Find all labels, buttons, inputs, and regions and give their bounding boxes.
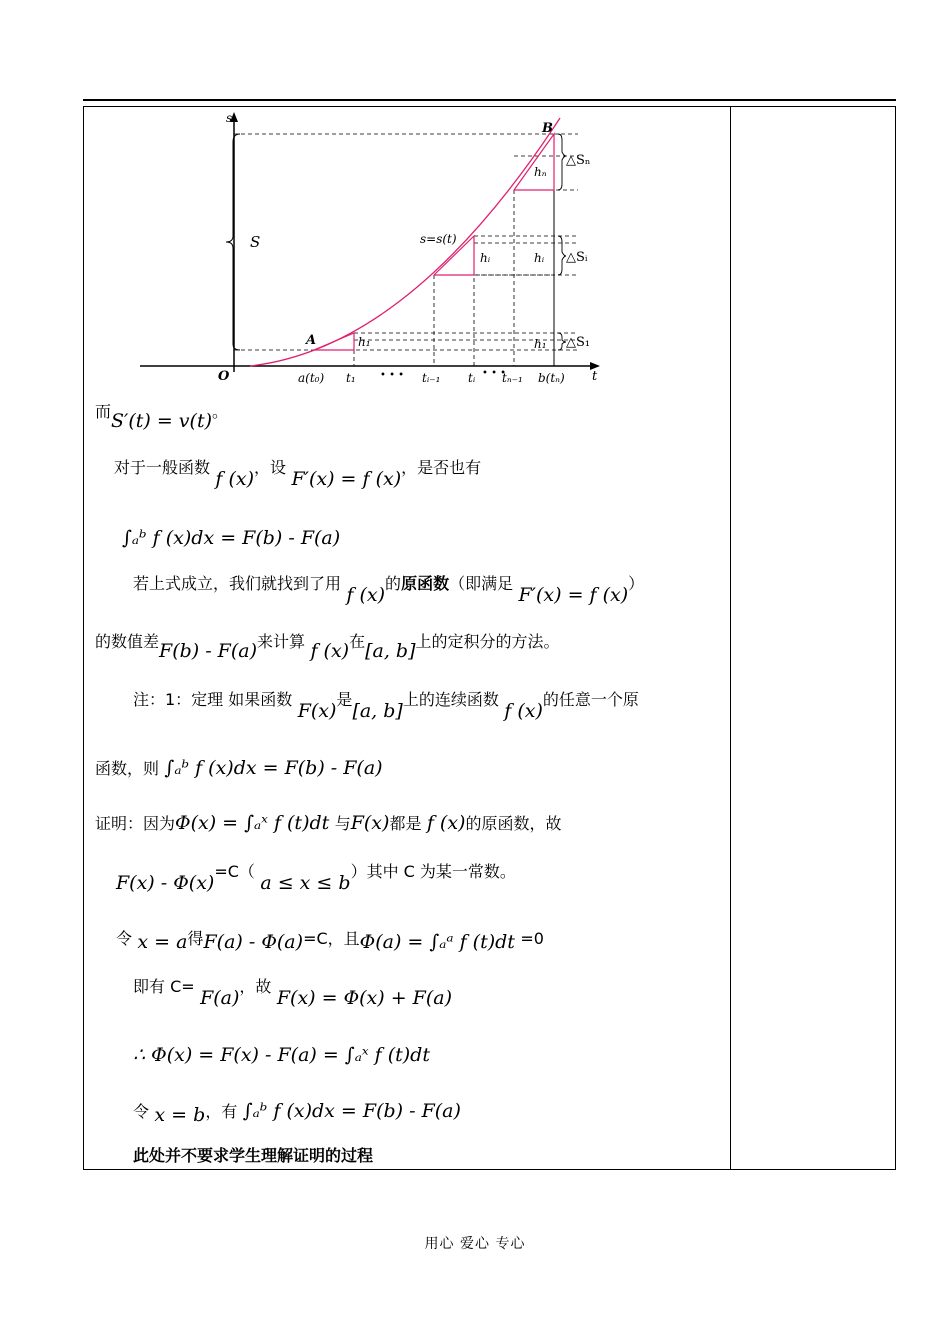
label-A: A: [306, 333, 317, 348]
text: 都是: [389, 814, 422, 833]
label-dS1: △S₁: [566, 335, 591, 350]
formula: f (x): [504, 700, 543, 722]
label-h1-left: h₁: [358, 335, 371, 349]
tick-dots-2: • • •: [482, 368, 507, 379]
text: 得: [187, 929, 204, 948]
text: 证明：因为: [95, 814, 176, 833]
tick-dots-1: • • •: [380, 370, 405, 381]
text: 来计算: [257, 632, 306, 651]
text: 与: [334, 814, 351, 833]
text: 在: [349, 632, 366, 651]
text: 即有 C=: [133, 977, 195, 996]
formula: [a, b]: [365, 640, 416, 662]
formula: Φ(a) = ∫ₐᵃ f (t)dt: [359, 931, 515, 953]
text-bold: 原函数: [401, 574, 450, 593]
label-hi-left: hᵢ: [480, 251, 491, 265]
dashed-guides: [234, 134, 578, 366]
formula: F(b) - F(a): [159, 640, 258, 662]
text: =0: [520, 929, 544, 948]
text: ，有: [205, 1102, 238, 1121]
tick-t1: t₁: [346, 371, 356, 385]
line-3: [122, 527, 340, 550]
line-4: [133, 572, 645, 606]
line-6: [133, 688, 639, 722]
text: ）其中 C 为某一常数。: [350, 862, 516, 881]
tick-a: a(t₀): [298, 371, 325, 385]
line-13: [133, 1100, 461, 1126]
text: 若上式成立，我们就找到了用: [133, 574, 342, 593]
text: ）: [628, 574, 645, 593]
formula: F(x): [350, 812, 390, 834]
text: （即满足: [449, 574, 514, 593]
brace-S: [226, 134, 240, 350]
label-dSi: △Sᵢ: [566, 250, 588, 265]
formula: F′(x) = f (x): [518, 584, 629, 606]
text: ，是否也有: [401, 458, 482, 477]
text: ，设: [254, 458, 287, 477]
formula-newton-leibniz: ∫ₐᵇ f (x)dx = F(b) - F(a): [164, 757, 383, 779]
text-bold: 此处并不要求学生理解证明的过程: [133, 1146, 374, 1165]
text: 的数值差: [95, 632, 160, 651]
tick-ti: tᵢ: [468, 371, 476, 385]
axis-t-label: t: [592, 369, 598, 384]
text: 是: [336, 690, 353, 709]
line-14: [133, 1145, 373, 1167]
text: =C（: [214, 862, 255, 881]
tick-b: b(tₙ): [538, 371, 565, 385]
formula: Φ(x) = ∫ₐˣ f (t)dt: [175, 812, 330, 834]
formula: f (x): [426, 812, 466, 834]
line-12: [133, 1044, 430, 1067]
formula: f (x): [310, 640, 350, 662]
text: 的原函数，故: [465, 814, 562, 833]
text: 的: [385, 574, 402, 593]
formula: x = b: [154, 1104, 206, 1126]
tick-ti-1: tᵢ₋₁: [422, 371, 441, 385]
text: 函数，则: [95, 759, 160, 778]
label-h1-right: h₁: [534, 337, 547, 351]
text: 令: [116, 929, 133, 948]
text: ，故: [239, 977, 272, 996]
label-hn: hₙ: [534, 165, 547, 179]
line-5: [95, 630, 560, 662]
text: 上的连续函数: [402, 690, 499, 709]
line-2: [114, 456, 482, 490]
formula: F(a): [200, 987, 240, 1009]
text: 注：1：定理 如果函数: [133, 690, 293, 709]
formula-newton-leibniz: ∫ₐᵇ f (x)dx = F(b) - F(a): [122, 527, 341, 549]
formula: a ≤ x ≤ b: [260, 872, 351, 894]
formula-derivative: S′(t) = v(t): [111, 410, 212, 432]
label-S: S: [250, 233, 261, 251]
line-11: [133, 975, 453, 1009]
text: 令: [133, 1102, 150, 1121]
line-1: [95, 400, 229, 432]
formula: x = a: [137, 931, 188, 953]
formula: F(x) = Φ(x) + F(a): [276, 987, 453, 1009]
formula: F(x) - Φ(x): [116, 872, 215, 894]
line-7: [95, 757, 383, 780]
text: 上的定积分的方法。: [415, 632, 560, 651]
text: 的任意一个原: [542, 690, 639, 709]
origin-label: O: [218, 369, 230, 384]
text: 对于一般函数: [114, 458, 211, 477]
text: 而: [95, 402, 112, 421]
label-B: B: [542, 121, 553, 136]
formula: F(a) - Φ(a): [203, 931, 304, 953]
formula: [a, b]: [352, 700, 403, 722]
formula: f (x): [346, 584, 386, 606]
label-curve: s=s(t): [420, 232, 457, 246]
formula: F(x): [297, 700, 337, 722]
table-column-divider: [730, 106, 731, 1170]
integral-figure: [130, 108, 610, 390]
text: 。: [212, 402, 229, 421]
curve-s-of-t: [250, 118, 560, 366]
tick-tn-1: tₙ₋₁: [502, 371, 523, 385]
header-rule: [83, 99, 896, 101]
text: =C，且: [303, 929, 360, 948]
label-dSn: △Sₙ: [566, 153, 591, 168]
formula: ∴ Φ(x) = F(x) - F(a) = ∫ₐˣ f (t)dt: [133, 1044, 430, 1066]
label-hi-right: hᵢ: [534, 251, 545, 265]
line-10: [116, 927, 544, 953]
line-8: [95, 812, 562, 835]
page-footer: 用心 爱心 专心: [424, 1236, 526, 1252]
formula: F′(x) = f (x): [291, 468, 402, 490]
axis-s-label: s: [226, 111, 233, 125]
line-9: [116, 860, 516, 894]
formula: f (x): [215, 468, 255, 490]
formula-newton-leibniz: ∫ₐᵇ f (x)dx = F(b) - F(a): [242, 1100, 461, 1122]
